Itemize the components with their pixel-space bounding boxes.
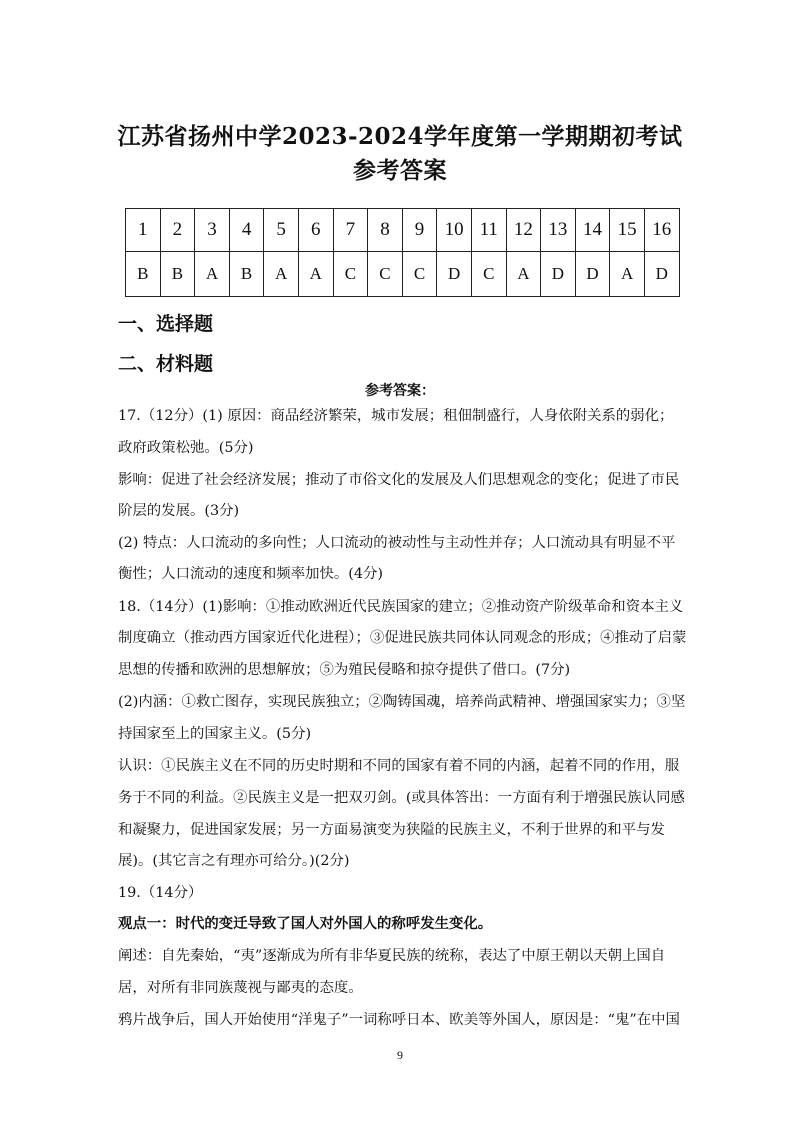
answer-key: B <box>126 252 161 297</box>
answer-line: 17.（12分）(1) 原因：商品经济繁荣，城市发展；租佃制盛行，人身依附关系的弱化； <box>118 408 674 424</box>
page-number: 9 <box>397 1048 403 1062</box>
answer-key: C <box>402 252 437 297</box>
answer-line: 思想的传播和欧洲的思想解放；⑤为殖民侵略和掠夺提供了借口。(7分) <box>118 662 571 678</box>
question-number: 3 <box>195 209 230 252</box>
question-number: 8 <box>368 209 403 252</box>
answer-line: 衡性；人口流动的速度和频率加快。(4分) <box>118 566 384 582</box>
answer-key: B <box>160 252 195 297</box>
question-number-row <box>126 209 680 252</box>
question-number: 14 <box>575 209 610 252</box>
question-number: 4 <box>229 209 264 252</box>
question-number: 16 <box>644 209 679 252</box>
answer-line: (2) 特点：人口流动的多向性；人口流动的被动性与主动性并存；人口流动具有明显不平 <box>118 535 676 551</box>
question-number: 1 <box>126 209 161 252</box>
exam-title: 江苏省扬州中学2023-2024学年度第一学期期初考试 <box>117 123 683 150</box>
answer-key: D <box>541 252 576 297</box>
section-heading-choice: 一、选择题 <box>118 313 214 335</box>
answer-line: 影响：促进了社会经济发展；推动了市俗文化的发展及人们思想观念的变化；促进了市民 <box>118 472 680 488</box>
question-number: 11 <box>471 209 506 252</box>
answer-line: 展)。(其它言之有理亦可给分。)(2分) <box>118 853 350 869</box>
answer-key: C <box>368 252 403 297</box>
answer-line: 阶层的发展。(3分) <box>118 503 240 519</box>
question-number: 2 <box>160 209 195 252</box>
question-number: 15 <box>610 209 645 252</box>
question-number: 12 <box>506 209 541 252</box>
answer-key: C <box>471 252 506 297</box>
answer-line: 19.（14分） <box>118 885 203 901</box>
answer-key-title: 参考答案 <box>353 157 447 184</box>
reference-answer-label: 参考答案： <box>365 383 435 399</box>
question-number: 7 <box>333 209 368 252</box>
answer-line: 持国家至上的国家主义。(5分) <box>118 726 312 742</box>
answer-key: A <box>298 252 333 297</box>
answer-key: A <box>610 252 645 297</box>
answer-line: 鸦片战争后，国人开始使用“洋鬼子”一词称呼日本、欧美等外国人，原因是：“鬼”在中国 <box>118 1012 680 1028</box>
answer-key: B <box>229 252 264 297</box>
question-number: 9 <box>402 209 437 252</box>
answer-line: (2)内涵：①救亡图存，实现民族独立；②陶铸国魂，培养尚武精神、增强国家实力；③坚 <box>118 694 686 710</box>
answer-line: 和凝聚力，促进国家发展；另一方面易演变为狭隘的民族主义，不利于世界的和平与发 <box>118 822 665 838</box>
section-heading-material: 二、材料题 <box>118 353 214 375</box>
answer-key: A <box>506 252 541 297</box>
question-number: 13 <box>541 209 576 252</box>
answer-line: 务于不同的利益。②民族主义是一把双刃剑。(或具体答出：一方面有利于增强民族认同感 <box>118 790 685 806</box>
answer-line: 18.（14分）(1)影响：①推动欧洲近代民族国家的建立；②推动资产阶级革命和资本主义 <box>118 599 684 615</box>
answer-key: A <box>195 252 230 297</box>
answer-key: D <box>644 252 679 297</box>
answer-key: C <box>333 252 368 297</box>
answer-key: D <box>437 252 472 297</box>
viewpoint-heading: 观点一：时代的变迁导致了国人对外国人的称呼发生变化。 <box>118 915 493 932</box>
question-number: 10 <box>437 209 472 252</box>
question-number: 5 <box>264 209 299 252</box>
answer-key-row <box>126 252 680 297</box>
answer-line: 政府政策松弛。(5分) <box>118 440 254 456</box>
answer-line: 居，对所有非同族蔑视与鄙夷的态度。 <box>118 980 363 996</box>
answer-key: A <box>264 252 299 297</box>
answer-line: 制度确立（推动西方国家近代化进程）；③促进民族共同体认同观念的形成；④推动了启蒙 <box>118 630 687 646</box>
answer-line: 阐述：自先秦始，“夷”逐渐成为所有非华夏民族的统称，表达了中原王朝以天朝上国自 <box>118 948 666 964</box>
answer-key: D <box>575 252 610 297</box>
answer-line: 认识：①民族主义在不同的历史时期和不同的国家有着不同的内涵，起着不同的作用，服 <box>118 758 680 774</box>
answer-table <box>125 208 680 297</box>
question-number: 6 <box>298 209 333 252</box>
